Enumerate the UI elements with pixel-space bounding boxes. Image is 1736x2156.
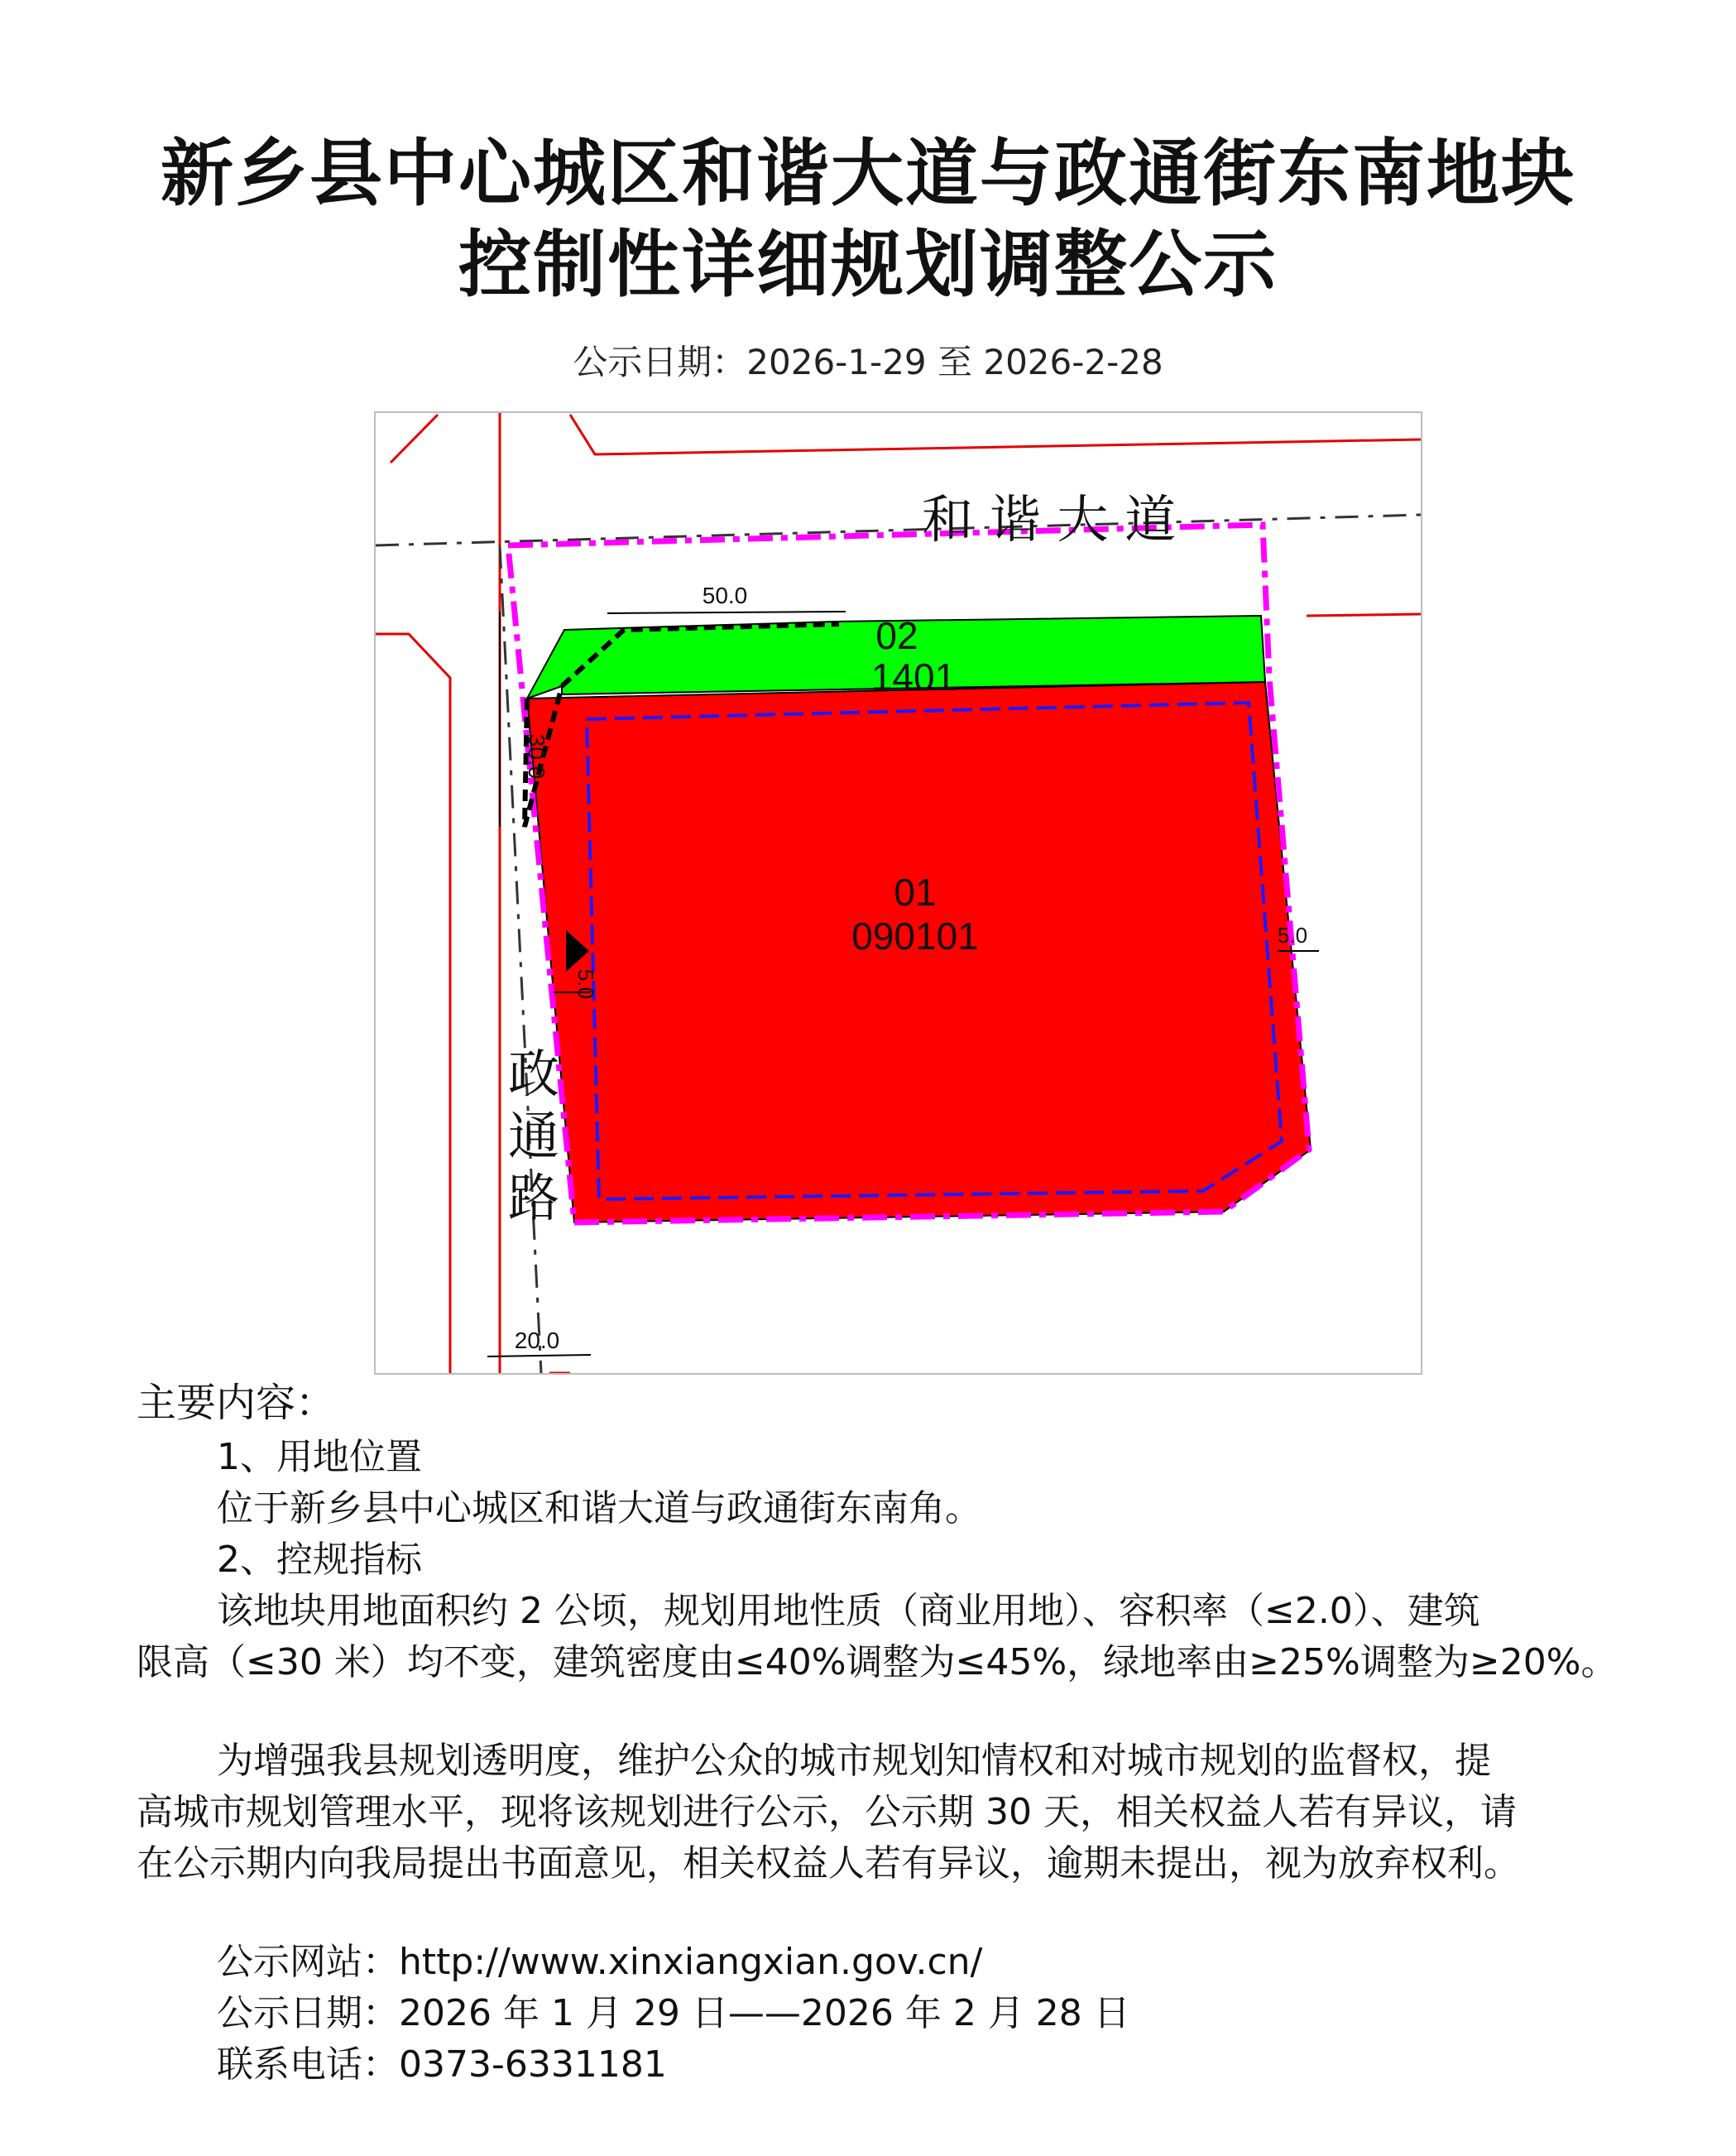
road-label-west-3: 路 [508, 1168, 560, 1228]
parcel-01-id: 01 [894, 871, 937, 914]
content-heading: 主要内容： [137, 1380, 336, 1426]
dimension-setback-left-label: 5.0 [573, 968, 598, 1000]
item2-text-line1: 该地块用地面积约 2 公顷，规划用地性质（商业用地）、容积率（≤2.0）、建筑 [217, 1590, 1480, 1632]
dimension-left-label: 30.0 [524, 733, 549, 780]
item1-text: 位于新乡县中心城区和谐大道与政通街东南角。 [217, 1487, 981, 1529]
publicity-website: 公示网站：http://www.xinxiangxian.gov.cn/ [217, 1941, 983, 1983]
parcel-01-code: 090101 [851, 915, 979, 958]
dimension-setback-right-label: 5.0 [1277, 923, 1308, 948]
road-label-west-2: 通 [508, 1106, 560, 1166]
item2-title: 2、控规指标 [217, 1539, 422, 1581]
site-plan-map [374, 411, 1422, 1375]
dimension-road-width-label: 20.0 [514, 1328, 560, 1353]
parcel-02-id: 02 [875, 614, 918, 657]
parcel-02-code: 1401 [870, 655, 957, 699]
dimension-top-label: 50.0 [702, 583, 748, 608]
item2-text-line2: 限高（≤30 米）均不变，建筑密度由≤40%调整为≤45%，绿地率由≥25%调整为≥20%。 [137, 1641, 1618, 1683]
notice-paragraph-line1: 为增强我县规划透明度，维护公众的城市规划知情权和对城市规划的监督权，提 [217, 1740, 1491, 1782]
notice-paragraph-line3: 在公示期内向我局提出书面意见，相关权益人若有异议，逾期未提出，视为放弃权利。 [137, 1842, 1520, 1885]
item1-title: 1、用地位置 [217, 1436, 422, 1478]
road-label-north: 和 谐 大 道 [922, 489, 1177, 550]
contact-phone: 联系电话：0373-6331181 [217, 2043, 667, 2086]
notice-paragraph-line2: 高城市规划管理水平，现将该规划进行公示，公示期 30 天，相关权益人若有异议，请 [137, 1791, 1517, 1833]
page-title-line2: 控制性详细规划调整公示 [458, 222, 1278, 307]
publicity-date-range: 公示日期：2026-1-29 至 2026-2-28 [573, 342, 1163, 382]
publicity-period: 公示日期：2026 年 1 月 29 日——2026 年 2 月 28 日 [217, 1992, 1130, 2034]
page-title-line1: 新乡县中心城区和谐大道与政通街东南地块 [160, 131, 1575, 216]
road-label-west-1: 政 [508, 1044, 560, 1104]
